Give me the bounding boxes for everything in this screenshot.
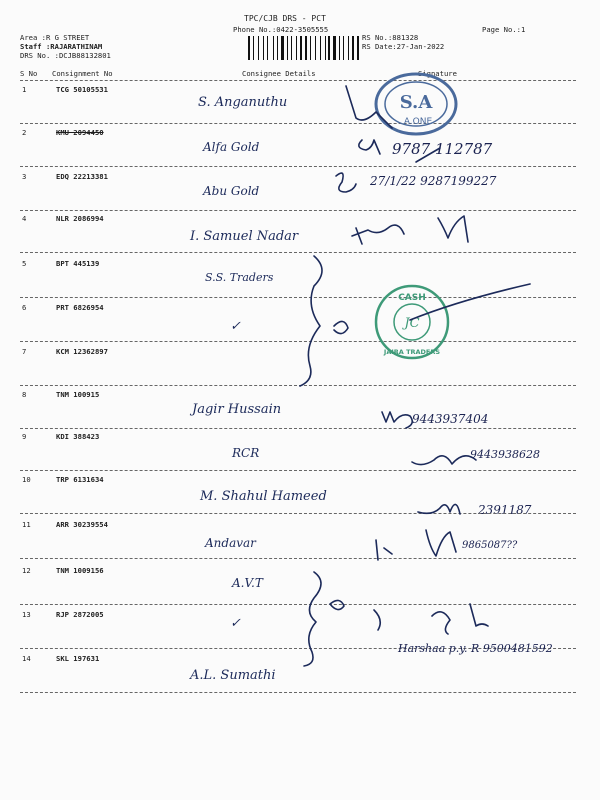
consignment-number: KMU 2094450 [56, 128, 104, 137]
cash-stamp-top: CASH [398, 293, 426, 303]
serial-number: 3 [22, 172, 27, 181]
cash-stamp-center: JC [404, 316, 420, 331]
serial-number: 13 [22, 610, 31, 619]
consignee-name: Andavar [205, 536, 256, 550]
column-consignment: Consignment No [52, 69, 113, 78]
consignment-number: EDQ 22213381 [56, 172, 108, 181]
consignee-name: A.L. Sumathi [190, 668, 276, 683]
serial-number: 8 [22, 390, 27, 399]
serial-number: 11 [22, 520, 31, 529]
consignment-number: RJP 2872005 [56, 610, 104, 619]
sa-stamp-text: S.A [399, 92, 433, 113]
consignment-number: BPT 445139 [56, 259, 100, 268]
signature-text: 9443938628 [470, 448, 540, 461]
signature-text: 9787 112787 [392, 140, 493, 158]
consignee-name: S. Anganuthu [198, 95, 288, 110]
consignee-name: ✓ [230, 319, 241, 334]
consignment-number: TNM 1009156 [56, 566, 104, 575]
consignee-name: A.V.T [232, 576, 263, 590]
page-number: Page No.:1 [482, 25, 526, 34]
consignee-name: Alfa Gold [203, 140, 260, 154]
consignment-number: NLR 2086994 [56, 214, 104, 223]
consignee-name: Jagir Hussain [192, 402, 282, 417]
sheet-title: TPC/CJB DRS - PCT [244, 14, 326, 23]
consignment-number: TNM 100915 [56, 390, 100, 399]
rs-date: RS Date:27-Jan-2022 [362, 42, 445, 51]
serial-number: 7 [22, 347, 27, 356]
consignee-name: I. Samuel Nadar [190, 229, 299, 244]
sa-stamp-subtext: A.ONE [403, 117, 433, 127]
consignee-name: ✓ [230, 616, 241, 631]
consignment-number: TCG 50105531 [56, 85, 108, 94]
serial-number: 4 [22, 214, 27, 223]
consignment-number: KCM 12362897 [56, 347, 108, 356]
column-signature: Signature [418, 69, 457, 78]
consignment-number: PRT 6826954 [56, 303, 104, 312]
signature-text: 2391187 [478, 503, 532, 517]
column-consignee: Consignee Details [242, 69, 316, 78]
serial-number: 9 [22, 432, 27, 441]
serial-number: 1 [22, 85, 27, 94]
consignee-name: Abu Gold [203, 184, 260, 198]
consignee-name: M. Shahul Hameed [200, 489, 327, 504]
consignment-number: SKL 197631 [56, 654, 100, 663]
consignment-number: ARR 30239554 [56, 520, 108, 529]
signature-text: 9443937404 [412, 412, 489, 426]
serial-number: 14 [22, 654, 31, 663]
consignee-name: S.S. Traders [205, 271, 274, 284]
cash-stamp-bottom: JAIRA TRADERS [383, 348, 441, 356]
column-sno: S No [20, 69, 38, 78]
serial-number: 2 [22, 128, 27, 137]
serial-number: 10 [22, 475, 31, 484]
phone-number: Phone No.:0422-3505555 [233, 25, 329, 34]
signature-text: 27/1/22 9287199227 [370, 174, 497, 188]
serial-number: 12 [22, 566, 31, 575]
rs-number: RS No.:881328 [362, 33, 419, 42]
signature-text: 9865087?? [462, 540, 518, 551]
signature-text: Harshaa p.y. R 9500481592 [398, 642, 553, 655]
consignee-name: RCR [232, 446, 260, 460]
drs-number: DRS No. :DCJB88132801 [20, 51, 111, 60]
staff: Staff :RAJARATHINAM [20, 42, 103, 51]
consignment-number: TRP 6131634 [56, 475, 104, 484]
area: Area :R G STREET [20, 33, 90, 42]
serial-number: 6 [22, 303, 27, 312]
serial-number: 5 [22, 259, 27, 268]
consignment-number: KDI 388423 [56, 432, 100, 441]
